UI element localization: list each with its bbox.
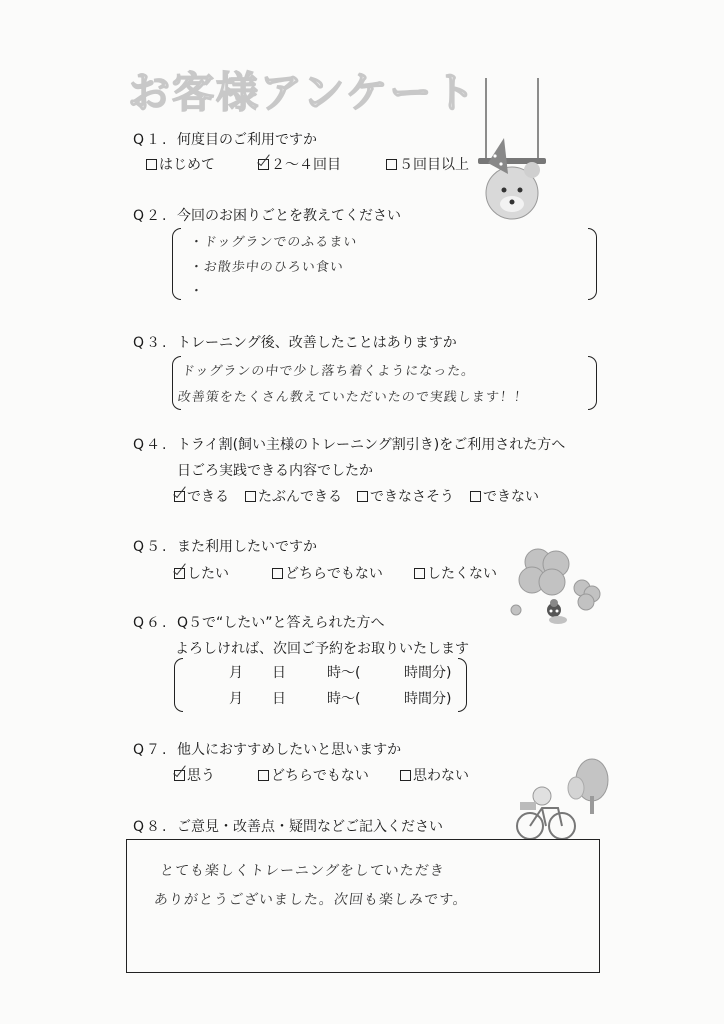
q2-bracket-left <box>172 228 181 300</box>
q7-question <box>133 739 401 759</box>
q6-subquestion: よろしければ、次回ご予約をお取りいたします <box>175 641 469 657</box>
option-label: ２～４回目 <box>271 157 341 173</box>
q5-option-0[interactable] <box>174 563 229 583</box>
q6-text: Q５で“したい”と答えられた方へ <box>177 615 385 631</box>
option-label: したい <box>187 566 229 582</box>
q4-option-1[interactable] <box>245 486 342 506</box>
option-label: はじめて <box>159 157 215 173</box>
checkbox[interactable] <box>258 770 269 781</box>
q1-option-1[interactable] <box>258 154 341 174</box>
q4-question <box>133 434 565 454</box>
q4-option-0[interactable] <box>174 486 229 506</box>
option-label: たぶんできる <box>258 489 342 505</box>
q6-row1-time: 時～( <box>327 665 361 681</box>
q2-bracket-right <box>588 228 597 300</box>
q8-question <box>133 816 443 836</box>
checkbox[interactable] <box>357 491 368 502</box>
q4-number: Q４. <box>133 437 169 453</box>
checkbox-checked[interactable] <box>174 770 185 781</box>
q3-number: Q３. <box>133 335 169 351</box>
checkbox[interactable] <box>386 159 397 170</box>
q5-text: また利用したいですか <box>177 539 317 555</box>
option-label: 思わない <box>413 768 469 784</box>
q8-answer-2: ありがとうございました。次回も楽しみです。 <box>153 892 469 908</box>
q6-bracket-right <box>458 658 467 712</box>
q4-subquestion: 日ごろ実践できる内容でしたか <box>177 463 373 479</box>
q7-text: 他人におすすめしたいと思いますか <box>177 742 402 758</box>
tree-bicycle-illustration <box>512 758 616 846</box>
q2-number: Q２. <box>133 208 169 224</box>
q6-number: Q６. <box>133 615 169 631</box>
checkbox[interactable] <box>245 491 256 502</box>
q4-option-3[interactable] <box>470 486 539 506</box>
q6-bracket-left <box>174 658 183 712</box>
checkbox[interactable] <box>146 159 157 170</box>
checkbox-checked[interactable] <box>258 159 269 170</box>
q2-question <box>133 205 401 225</box>
q2-text: 今回のお困りごとを教えてください <box>177 208 401 224</box>
q4-text: トライ割(飼い主様のトレーニング割引き)をご利用された方へ <box>177 437 566 453</box>
q2-answer-1: ・ドッグランでのふるまい <box>189 235 359 250</box>
option-label: どちらでもない <box>271 768 369 784</box>
q6-row2-time: 時～( <box>327 691 361 707</box>
q1-option-0[interactable] <box>146 154 215 174</box>
q3-answer-1: ドッグランの中で少し落ち着くようになった。 <box>181 364 477 379</box>
checkbox-checked[interactable] <box>174 491 185 502</box>
q2-answer-2: ・お散歩中のひろい食い <box>189 260 345 275</box>
q5-question <box>133 536 317 556</box>
q1-option-2[interactable] <box>386 154 469 174</box>
q7-number: Q７. <box>133 742 169 758</box>
q6-row1-duration: 時間分) <box>404 665 452 681</box>
option-label: 思う <box>187 768 215 784</box>
q3-bracket-right <box>588 356 597 410</box>
q7-option-1[interactable] <box>258 765 369 785</box>
q6-row2-month: 月 <box>229 691 243 707</box>
q3-question <box>133 332 457 352</box>
checkbox[interactable] <box>470 491 481 502</box>
q5-option-1[interactable] <box>272 563 383 583</box>
checkbox[interactable] <box>414 568 425 579</box>
option-label: できる <box>187 489 229 505</box>
option-label: したくない <box>427 566 497 582</box>
q7-option-2[interactable] <box>400 765 469 785</box>
clover-ladybug-illustration <box>508 540 608 630</box>
page-title: お客様アンケート <box>128 68 478 117</box>
q1-text: 何度目のご利用ですか <box>177 132 317 148</box>
q8-number: Q８. <box>133 819 169 835</box>
q1-number: Q１. <box>133 132 169 148</box>
q6-row1-month: 月 <box>229 665 243 681</box>
option-label: ５回目以上 <box>399 157 469 173</box>
q5-number: Q５. <box>133 539 169 555</box>
option-label: どちらでもない <box>285 566 383 582</box>
q6-row1-day: 日 <box>272 665 286 681</box>
bear-swing-illustration <box>468 78 558 248</box>
q2-answer-3: ・ <box>189 284 205 299</box>
option-label: できない <box>483 489 539 505</box>
q1-question <box>133 129 317 149</box>
q8-text: ご意見・改善点・疑問などご記入ください <box>177 819 443 835</box>
q3-text: トレーニング後、改善したことはありますか <box>177 335 457 351</box>
q6-question <box>133 612 385 632</box>
q6-row2-duration: 時間分) <box>404 691 452 707</box>
q7-option-0[interactable] <box>174 765 215 785</box>
option-label: できなさそう <box>370 489 454 505</box>
q4-option-2[interactable] <box>357 486 454 506</box>
q8-answer-1: とても楽しくトレーニングをしていただき <box>159 863 446 879</box>
checkbox-checked[interactable] <box>174 568 185 579</box>
q5-option-2[interactable] <box>414 563 497 583</box>
q3-answer-2: 改善策をたくさん教えていただいたので実践します！！ <box>177 390 529 405</box>
checkbox[interactable] <box>272 568 283 579</box>
checkbox[interactable] <box>400 770 411 781</box>
q6-row2-day: 日 <box>272 691 286 707</box>
